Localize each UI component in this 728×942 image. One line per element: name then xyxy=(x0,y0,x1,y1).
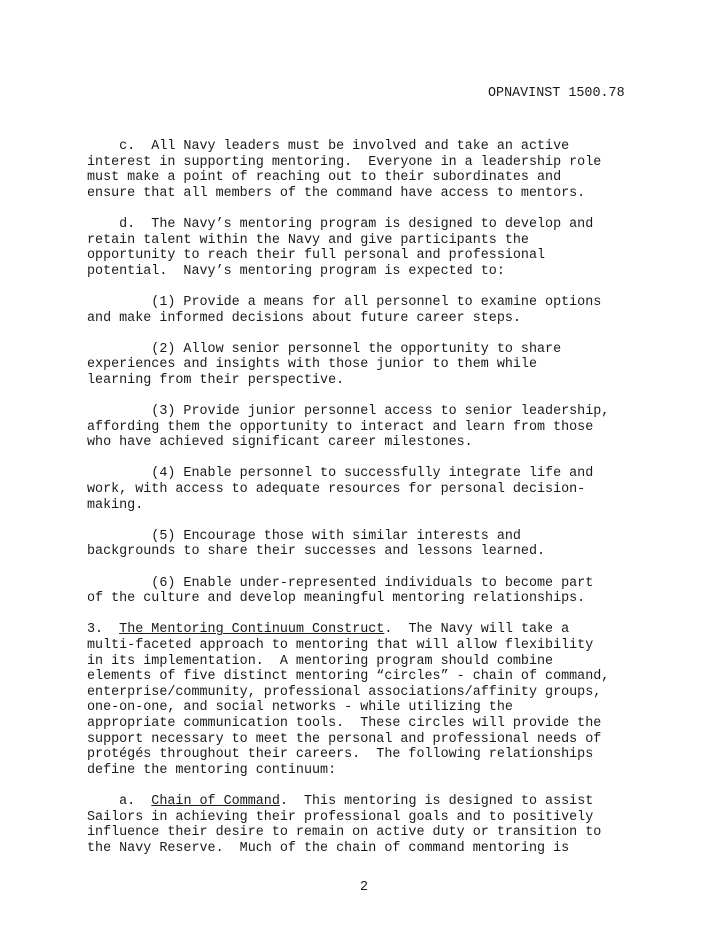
document-id-header: OPNAVINST 1500.78 xyxy=(488,86,625,101)
text-line: must make a point of reaching out to their subordinates and xyxy=(87,170,562,186)
text-line: (5) Encourage those with similar interests and xyxy=(87,528,521,544)
text-line: interest in supporting mentoring. Everyone in a leadership role xyxy=(87,154,602,170)
text-line: backgrounds to share their successes and lessons learned. xyxy=(87,544,546,560)
list-item-2 xyxy=(87,342,687,389)
text-line: protégés throughout their careers. The following relationships xyxy=(87,747,594,763)
list-item-1 xyxy=(87,295,687,326)
text-line: elements of five distinct mentoring “circles” - chain of command, xyxy=(87,669,610,685)
section-number: 3. xyxy=(87,622,120,638)
list-item-6 xyxy=(87,576,687,607)
subsection-heading: Chain of Command xyxy=(151,793,280,809)
page-number: 2 xyxy=(359,880,369,895)
text-line: retain talent within the Navy and give participants the xyxy=(87,232,529,248)
text-line: (3) Provide junior personnel access to senior leadership, xyxy=(87,404,610,420)
text-line: d. The Navy’s mentoring program is designed to develop and xyxy=(87,216,594,232)
text-line: Sailors in achieving their professional goals and to positively xyxy=(87,809,594,825)
text-line: one-on-one, and social networks - while utilizing the xyxy=(87,700,513,716)
text-line: (2) Allow senior personnel the opportunity to share xyxy=(87,341,562,357)
text-line: . This mentoring is designed to assist xyxy=(279,793,594,809)
text-line: opportunity to reach their full personal and professional xyxy=(87,248,546,264)
text-line: (6) Enable under-represented individuals to become part xyxy=(87,575,594,591)
subsection-a-paragraph xyxy=(87,794,687,856)
text-line: and make informed decisions about future career steps. xyxy=(87,310,521,326)
text-line: in its implementation. A mentoring program should combine xyxy=(87,653,554,669)
text-line: work, with access to adequate resources for personal decision- xyxy=(87,482,586,498)
section-heading: The Mentoring Continuum Construct xyxy=(119,622,385,638)
list-item-3 xyxy=(87,404,687,451)
text-line: potential. Navy’s mentoring program is expected to: xyxy=(87,263,505,279)
text-line: making. xyxy=(87,497,144,513)
text-line: experiences and insights with those junior to them while xyxy=(87,357,537,373)
list-item-4 xyxy=(87,466,687,513)
subsection-letter: a. xyxy=(87,793,152,809)
paragraph-d xyxy=(87,217,687,279)
document-body xyxy=(87,139,687,856)
text-line: (4) Enable personnel to successfully integrate life and xyxy=(87,466,594,482)
text-line: appropriate communication tools. These circles will provide the xyxy=(87,715,602,731)
text-line: . The Navy will take a xyxy=(384,622,570,638)
text-line: ensure that all members of the command have access to mentors. xyxy=(87,185,586,201)
list-item-5 xyxy=(87,529,687,560)
text-line: learning from their perspective. xyxy=(87,372,345,388)
text-line: influence their desire to remain on active duty or transition to xyxy=(87,825,602,841)
text-line: (1) Provide a means for all personnel to examine options xyxy=(87,294,602,310)
text-line: affording them the opportunity to interact and learn from those xyxy=(87,419,594,435)
text-line: enterprise/community, professional associations/affinity groups, xyxy=(87,684,602,700)
text-line: who have achieved significant career milestones. xyxy=(87,435,473,451)
text-line: the Navy Reserve. Much of the chain of command mentoring is xyxy=(87,840,570,856)
text-line: multi-faceted approach to mentoring that will allow flexibility xyxy=(87,638,594,653)
text-line: define the mentoring continuum: xyxy=(87,762,337,778)
section-3-paragraph xyxy=(87,622,687,778)
paragraph-c xyxy=(87,139,687,201)
text-line: c. All Navy leaders must be involved and take an active xyxy=(87,139,570,154)
text-line: support necessary to meet the personal and professional needs of xyxy=(87,731,602,747)
text-line: of the culture and develop meaningful mentoring relationships. xyxy=(87,591,586,607)
